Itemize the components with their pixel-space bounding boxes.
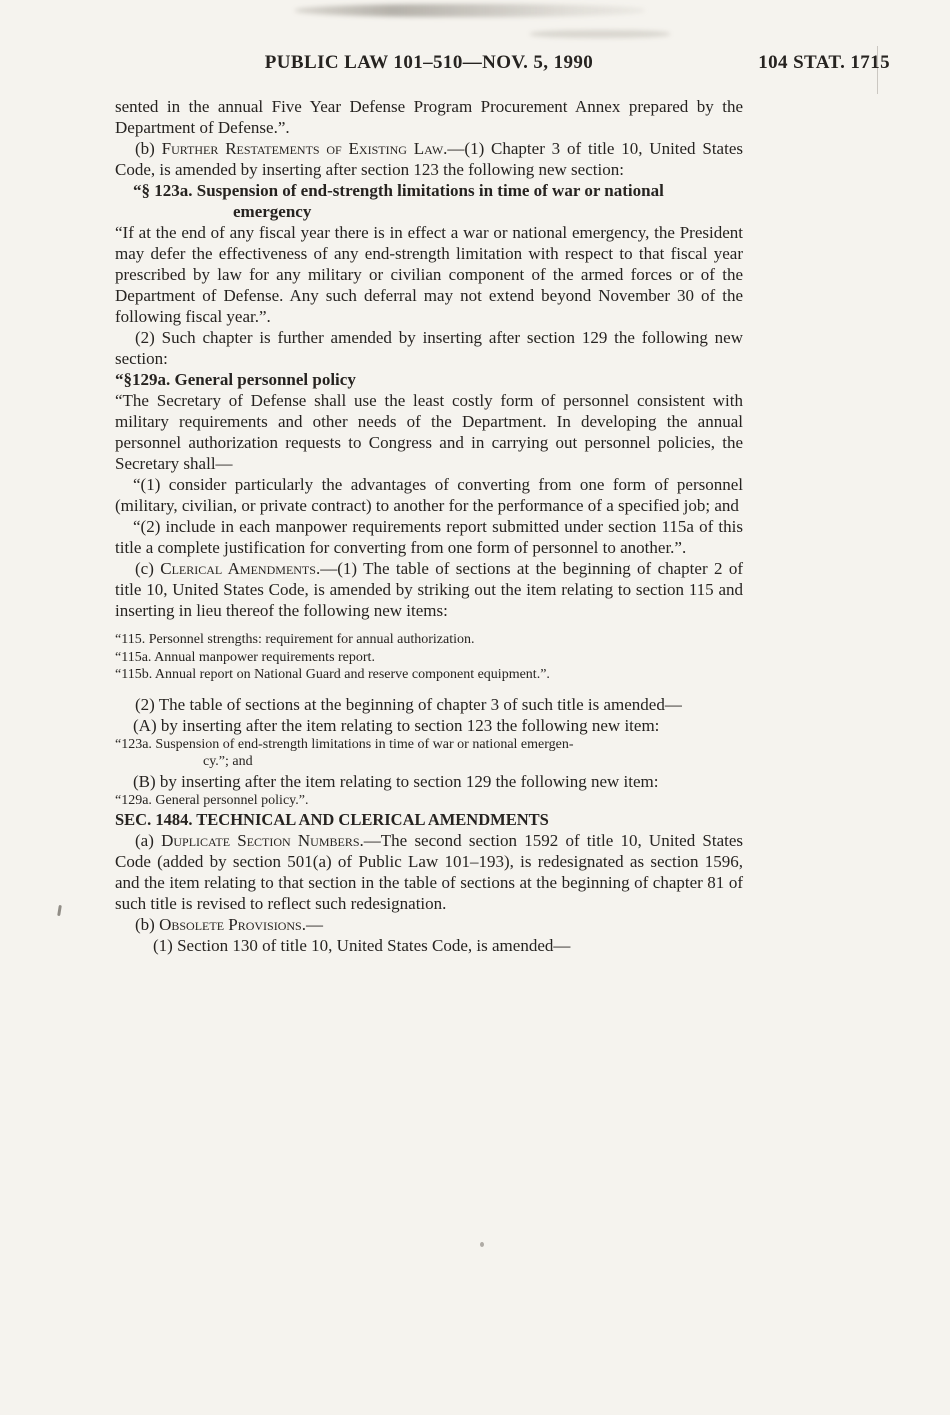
toc-item-123a-line2: cy.”; and — [203, 754, 253, 769]
toc-item-123a — [115, 736, 743, 771]
section-1484-heading: SEC. 1484. TECHNICAL AND CLERICAL AMENDMENTS — [115, 810, 549, 829]
paragraph-duplicate-section-numbers — [115, 830, 743, 914]
law-title: PUBLIC LAW 101–510—NOV. 5, 1990 — [264, 52, 594, 73]
subsection-c-prefix: (c) — [135, 559, 161, 578]
obsolete-prefix: (b) — [135, 915, 160, 934]
section-heading-123a: “§ 123a. Suspension of end-strength limitations in time of war or national emergency — [133, 181, 664, 221]
duplicate-smallcaps-label: Duplicate Section Numbers — [161, 831, 360, 850]
page-header — [115, 52, 890, 78]
duplicate-text: .—The second section 1592 of title 10, United States Code (added by section 501(a) of Public Law 101–193), is redesignated as section 1596, and the item relating to that section in the table of sections at the beginning of chapter 81 of such title is revised to reflect such redesignation. — [115, 831, 744, 913]
paragraph-obsolete-provisions — [115, 914, 743, 935]
duplicate-prefix: (a) — [135, 831, 162, 850]
paragraph-2-table-of-sections: (2) The table of sections at the beginning of chapter 3 of such title is amended— — [135, 694, 682, 714]
subsection-c-smallcaps-label: Clerical Amendments — [160, 559, 316, 578]
paragraph-continuation: sented in the annual Five Year Defense Program Procurement Annex prepared by the Department of Defense.”. — [115, 97, 743, 137]
toc-item-115b: “115b. Annual report on National Guard and reserve component equipment.”. — [115, 667, 550, 682]
scan-dot-artifact — [480, 1242, 484, 1247]
body-column — [115, 96, 743, 956]
paragraph-war-emergency: “If at the end of any fiscal year there is in effect a war or national emergency, the President may defer the effectiveness of any end-strength limitation with respect to that fiscal year prescribed by law for any military or civilian component of the armed forces or of the Department of Defense. Any such deferral may not extend beyond November 30 of the following fiscal year.”. — [115, 223, 743, 326]
subsection-b-prefix: (b) — [135, 139, 162, 158]
subsection-b-text: .—(1) Chapter 3 of title 10, United States Code, is amended by inserting after section 123 the following new section: — [115, 139, 743, 179]
table-of-sections-items — [115, 631, 743, 684]
obsolete-smallcaps-label: Obsolete Provisions — [159, 915, 302, 934]
scan-smudge-top — [295, 4, 645, 17]
paragraph-subparagraph-A: (A) by inserting after the item relating to section 123 the following new item: — [133, 715, 660, 735]
obsolete-text: .— — [301, 915, 323, 934]
subsection-b-smallcaps-label: Further Restatements of Existing Law — [161, 139, 444, 158]
paragraph-subparagraph-B: (B) by inserting after the item relating to section 129 the following new item: — [133, 771, 659, 791]
paragraph-subsection-c — [115, 558, 743, 621]
toc-item-123a-line1: “123a. Suspension of end-strength limitations in time of war or national emergen- — [115, 736, 574, 752]
section-heading-129a: “§129a. General personnel policy — [115, 370, 356, 389]
margin-pen-mark — [57, 905, 62, 916]
subsection-c-text: .—(1) The table of sections at the beginning of chapter 2 of title 10, United States Code, is amended by striking out the item relating to section 115 and inserting in lieu thereof the following new items: — [115, 559, 743, 620]
paragraph-secretary: “The Secretary of Defense shall use the least costly form of personnel consistent with military requirements and other needs of the Department. In developing the annual personnel authorization requests to Congress and in carrying out personnel policies, the Secretary shall— — [115, 391, 743, 473]
paragraph-subsection-b — [115, 138, 743, 180]
clause-1-converting: “(1) consider particularly the advantages of converting from one form of personnel (military, civilian, or private contract) to another for the performance of a specified job; and — [115, 475, 743, 515]
toc-item-129a: “129a. General personnel policy.”. — [115, 792, 309, 808]
scan-smudge-small — [530, 30, 670, 38]
toc-item-115: “115. Personnel strengths: requirement for annual authorization. — [115, 632, 475, 647]
paragraph-section-130: (1) Section 130 of title 10, United States Code, is amended— — [153, 936, 571, 955]
toc-item-115a: “115a. Annual manpower requirements report. — [115, 649, 375, 665]
stat-number: 104 STAT. 1715 — [758, 52, 890, 73]
clause-2-manpower: “(2) include in each manpower requirements report submitted under section 115a of this title a complete justification for converting from one form of personnel to another.”. — [115, 517, 743, 557]
paragraph-clause-2-chapter: (2) Such chapter is further amended by inserting after section 129 the following new section: — [115, 328, 743, 368]
